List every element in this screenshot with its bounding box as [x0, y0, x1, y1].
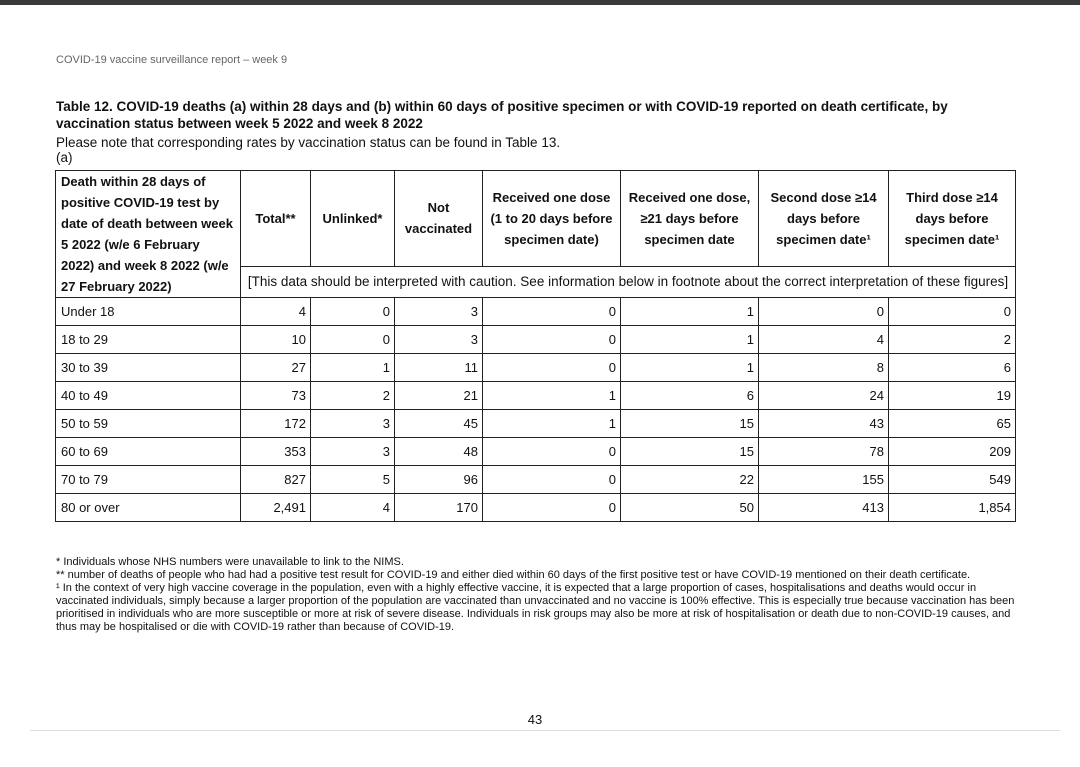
top-border — [0, 0, 1080, 5]
value-cell: 1 — [311, 354, 395, 382]
row-header: Death within 28 days of positive COVID-19 test by date of death between week 5 2022 (w/e 6 February 2022) and week 8 2022 (w/e 27 February 2022) — [56, 171, 241, 298]
age-group-cell: 30 to 39 — [56, 354, 241, 382]
running-head: COVID-19 vaccine surveillance report – week 9 — [56, 54, 288, 66]
age-group-cell: 80 or over — [56, 494, 241, 522]
column-header: Received one dose, ≥21 days before specimen date — [621, 171, 759, 267]
footnotes — [56, 556, 1016, 634]
value-cell: 78 — [759, 438, 889, 466]
table-note: Please note that corresponding rates by vaccination status can be found in Table 13. — [56, 135, 561, 150]
value-cell: 1 — [621, 326, 759, 354]
footnote: * Individuals whose NHS numbers were unavailable to link to the NIMS. — [56, 556, 404, 568]
column-header: Third dose ≥14 days before specimen date¹ — [889, 171, 1016, 267]
table-row — [56, 410, 1016, 438]
value-cell: 0 — [311, 298, 395, 326]
value-cell: 413 — [759, 494, 889, 522]
value-cell: 15 — [621, 410, 759, 438]
value-cell: 0 — [483, 438, 621, 466]
value-cell: 4 — [311, 494, 395, 522]
value-cell: 0 — [889, 298, 1016, 326]
page-divider — [30, 730, 1060, 731]
age-group-cell: Under 18 — [56, 298, 241, 326]
table-title: Table 12. COVID-19 deaths (a) within 28 days and (b) within 60 days of positive specimen or with COVID-19 reported on death certificate, by vaccination status between week 5 2022 and week 8 2022 — [56, 99, 948, 131]
page-number: 43 — [527, 712, 543, 727]
age-group-cell: 40 to 49 — [56, 382, 241, 410]
value-cell: 353 — [241, 438, 311, 466]
value-cell: 1 — [483, 410, 621, 438]
value-cell: 3 — [311, 438, 395, 466]
value-cell: 27 — [241, 354, 311, 382]
value-cell: 2,491 — [241, 494, 311, 522]
value-cell: 155 — [759, 466, 889, 494]
value-cell: 209 — [889, 438, 1016, 466]
footnote: ** number of deaths of people who had had a positive test result for COVID-19 and either died within 60 days of the first positive test or have COVID-19 mentioned on their death certificate. — [56, 569, 971, 581]
value-cell: 0 — [483, 494, 621, 522]
value-cell: 22 — [621, 466, 759, 494]
value-cell: 6 — [889, 354, 1016, 382]
table-part-label: (a) — [56, 150, 73, 165]
column-header: Second dose ≥14 days before specimen date¹ — [759, 171, 889, 267]
value-cell: 2 — [311, 382, 395, 410]
value-cell: 549 — [889, 466, 1016, 494]
table-row — [56, 326, 1016, 354]
value-cell: 5 — [311, 466, 395, 494]
value-cell: 2 — [889, 326, 1016, 354]
value-cell: 50 — [621, 494, 759, 522]
value-cell: 65 — [889, 410, 1016, 438]
value-cell: 24 — [759, 382, 889, 410]
value-cell: 4 — [759, 326, 889, 354]
value-cell: 4 — [241, 298, 311, 326]
value-cell: 19 — [889, 382, 1016, 410]
value-cell: 0 — [311, 326, 395, 354]
value-cell: 96 — [395, 466, 483, 494]
table-row — [56, 382, 1016, 410]
value-cell: 10 — [241, 326, 311, 354]
table-row — [56, 494, 1016, 522]
value-cell: 43 — [759, 410, 889, 438]
column-header: Total** — [241, 171, 311, 267]
value-cell: 170 — [395, 494, 483, 522]
value-cell: 1 — [621, 354, 759, 382]
value-cell: 827 — [241, 466, 311, 494]
value-cell: 0 — [483, 466, 621, 494]
value-cell: 0 — [483, 298, 621, 326]
value-cell: 3 — [311, 410, 395, 438]
value-cell: 1,854 — [889, 494, 1016, 522]
value-cell: 8 — [759, 354, 889, 382]
age-group-cell: 18 to 29 — [56, 326, 241, 354]
value-cell: 3 — [395, 326, 483, 354]
column-header: Unlinked* — [311, 171, 395, 267]
value-cell: 21 — [395, 382, 483, 410]
value-cell: 0 — [483, 354, 621, 382]
value-cell: 172 — [241, 410, 311, 438]
table-row — [56, 466, 1016, 494]
deaths-table — [55, 170, 1016, 522]
value-cell: 1 — [483, 382, 621, 410]
table-row — [56, 298, 1016, 326]
table-row — [56, 354, 1016, 382]
column-header: Received one dose (1 to 20 days before specimen date) — [483, 171, 621, 267]
column-header: Not vaccinated — [395, 171, 483, 267]
caution-note: [This data should be interpreted with caution. See information below in footnote about the correct interpretation of these figures] — [241, 266, 1016, 297]
value-cell: 0 — [483, 326, 621, 354]
value-cell: 48 — [395, 438, 483, 466]
value-cell: 1 — [621, 298, 759, 326]
table-row — [56, 438, 1016, 466]
value-cell: 11 — [395, 354, 483, 382]
value-cell: 0 — [759, 298, 889, 326]
value-cell: 15 — [621, 438, 759, 466]
value-cell: 45 — [395, 410, 483, 438]
value-cell: 73 — [241, 382, 311, 410]
value-cell: 3 — [395, 298, 483, 326]
age-group-cell: 60 to 69 — [56, 438, 241, 466]
age-group-cell: 70 to 79 — [56, 466, 241, 494]
value-cell: 6 — [621, 382, 759, 410]
footnote: ¹ In the context of very high vaccine coverage in the population, even with a highly effective vaccine, it is expected that a large proportion of cases, hospitalisations and deaths would occur in vaccinated individuals, simply because a larger proportion of the population are vaccinated than unvaccinated and no vaccine is 100% effective. This is especially true because vaccination has been prioritised in individuals who are more susceptible or more at risk of severe disease. Individuals in risk groups may also be more at risk of hospitalisation or death due to non-COVID-19 causes, and thus may be hospitalised or die with COVID-19 rather than because of COVID-19. — [56, 582, 1015, 633]
age-group-cell: 50 to 59 — [56, 410, 241, 438]
